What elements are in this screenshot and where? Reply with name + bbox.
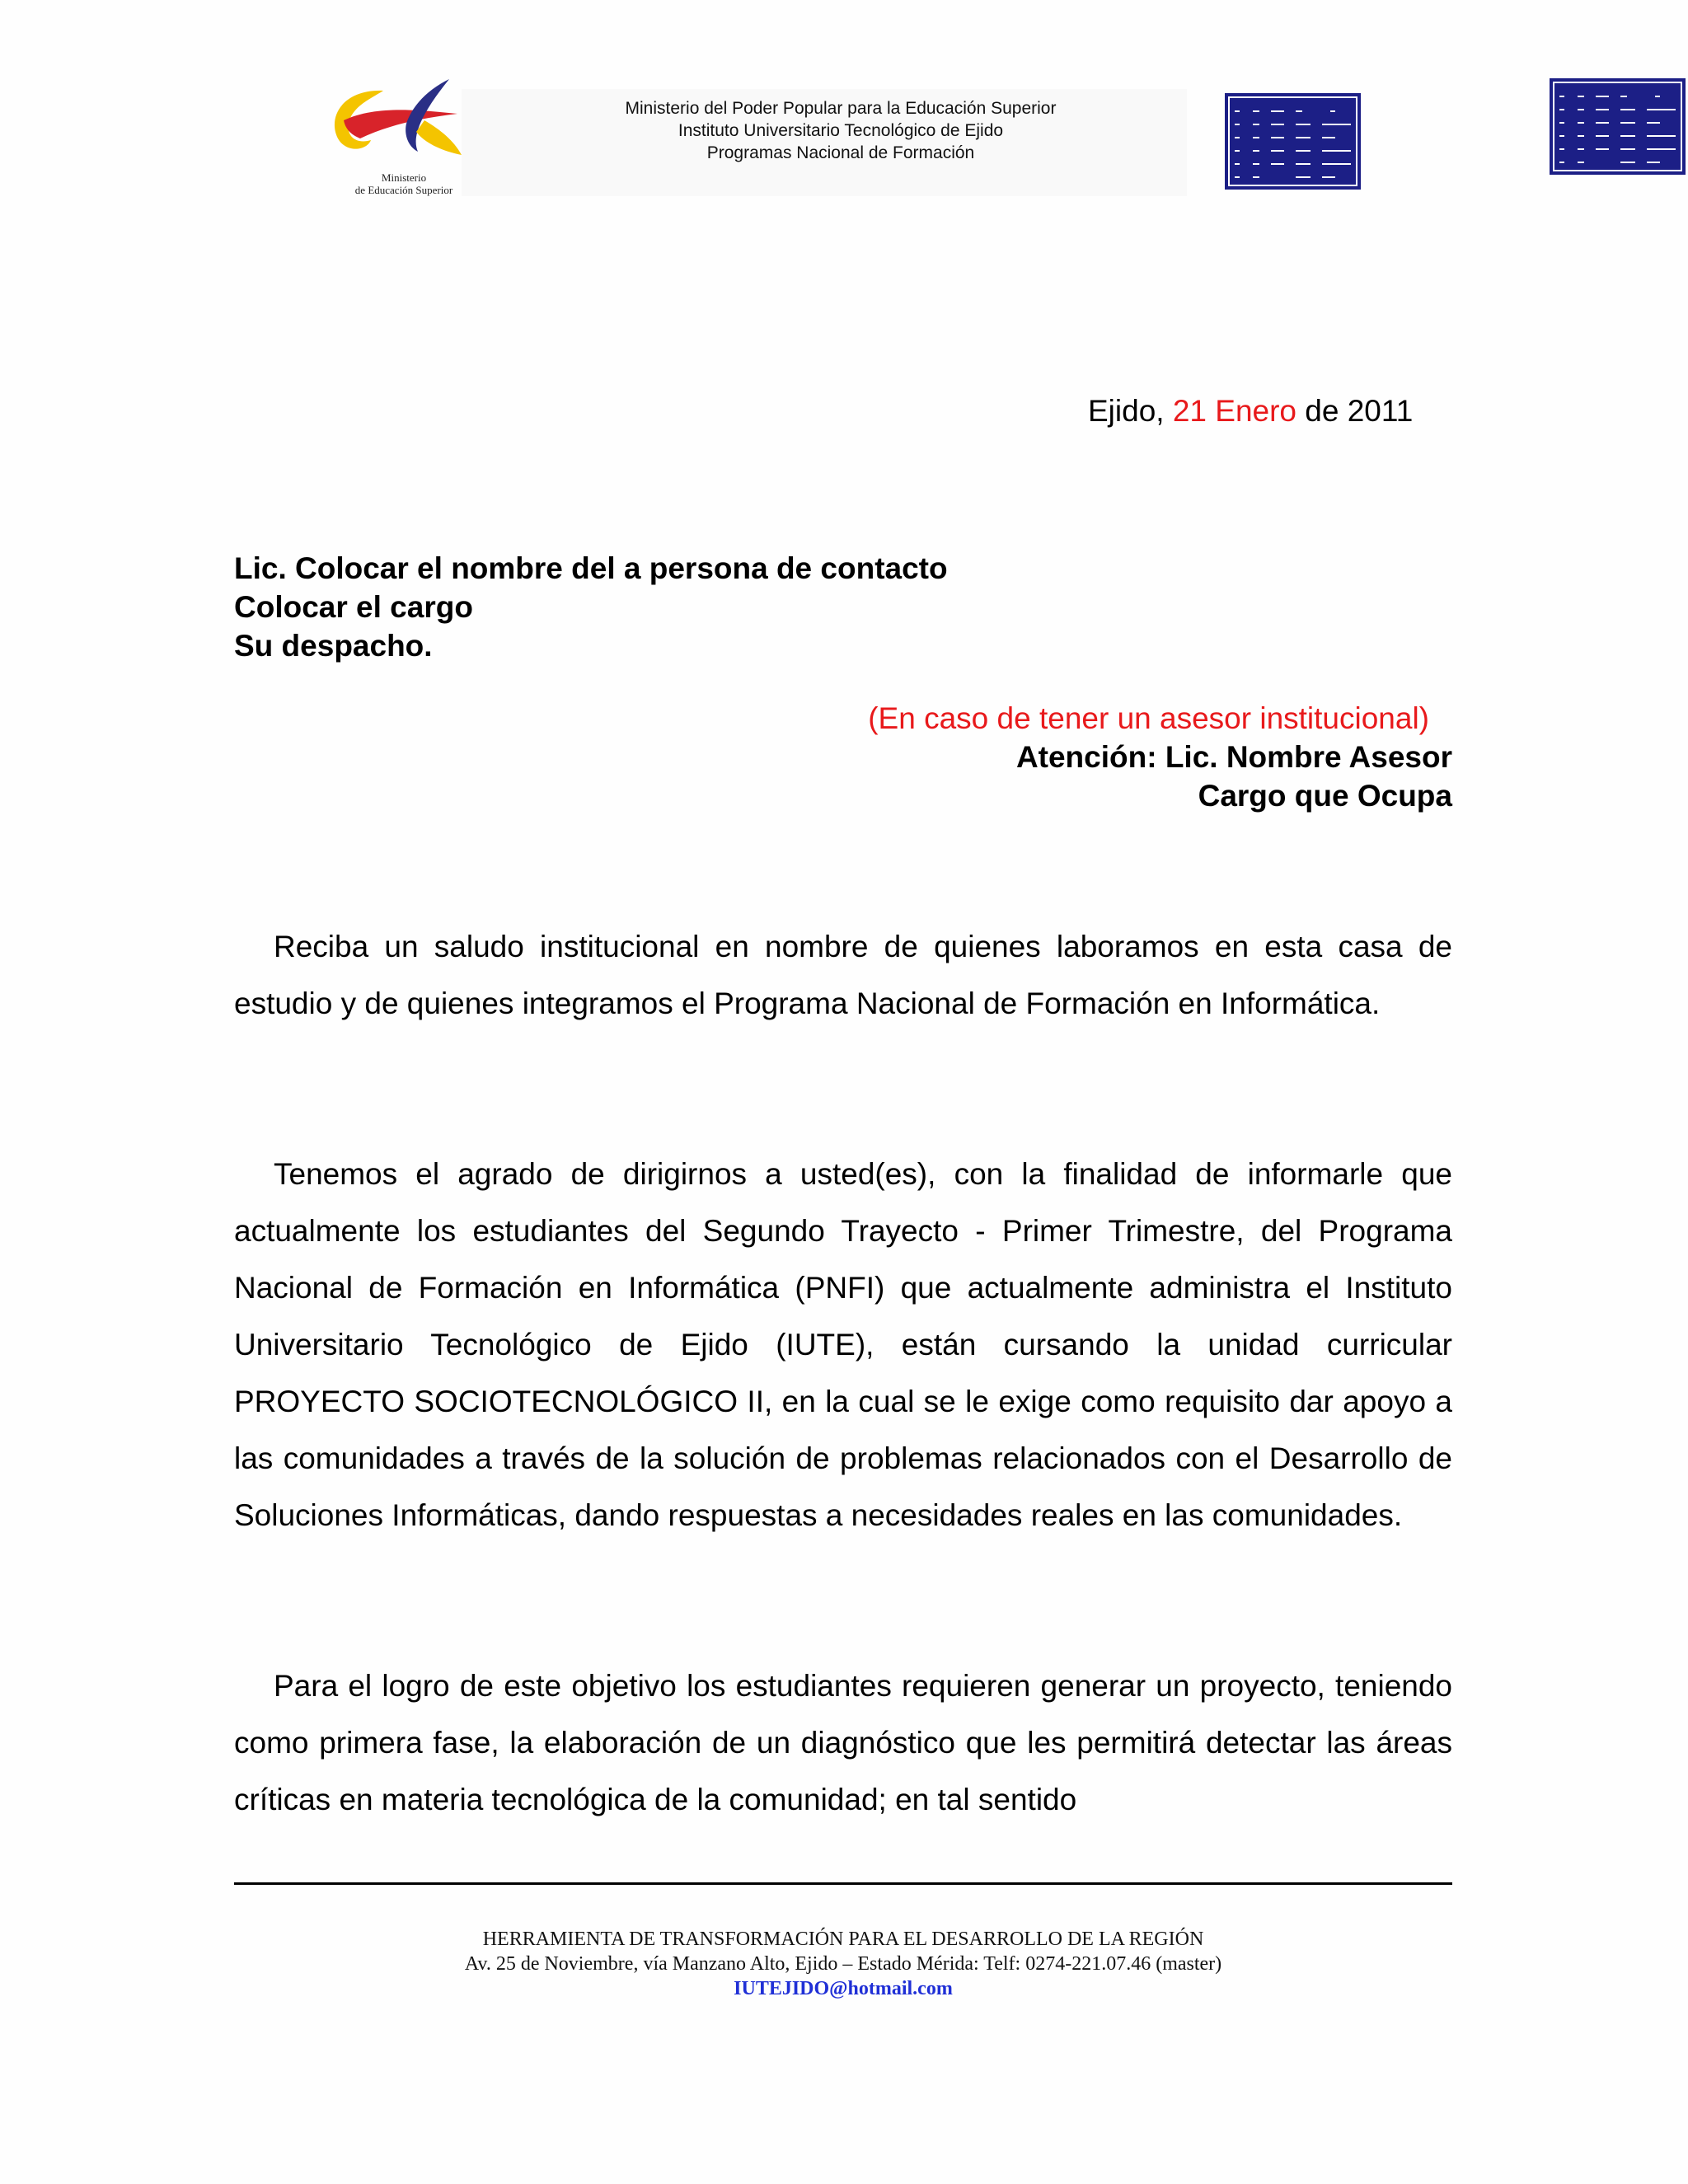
header-line-ministry: Ministerio del Poder Popular para la Educación Superior: [625, 99, 1057, 118]
letter-date: Ejido, 21 Enero de 2011: [1088, 394, 1414, 428]
footer-address: Av. 25 de Noviembre, vía Manzano Alto, Ejido – Estado Mérida: Telf: 0274-221.07.46 (master): [464, 1953, 1222, 1975]
header-line-institute: Instituto Universitario Tecnológico de Ejido: [678, 121, 1004, 140]
recipient-position: Colocar el cargo: [234, 590, 473, 624]
header-institution-text: [577, 97, 1104, 164]
advisor-position: Cargo que Ocupa: [1198, 779, 1452, 813]
date-highlight: 21 Enero: [1172, 394, 1297, 428]
advisor-attention: Atención: Lic. Nombre Asesor: [1015, 740, 1452, 774]
body-paragraph-objective: Para el logro de este objetivo los estudiantes requieren generar un proyecto, teniendo como primera fase, la elaboración de un diagnóstico que les permitirá detectar las áreas críticas en materia tecnológica de la comunidad; en tal sentido: [234, 1669, 1452, 1816]
iute-logo-secondary: [1550, 78, 1686, 175]
iute-logo-icon: [1550, 78, 1686, 175]
advisor-block: [868, 699, 1452, 815]
footer-motto: HERRAMIENTA DE TRANSFORMACIÓN PARA EL DESARROLLO DE LA REGIÓN: [482, 1929, 1204, 1950]
recipient-block: [234, 549, 948, 665]
iute-logo: [1225, 93, 1361, 190]
iute-logo-icon: [1225, 93, 1361, 190]
header-line-program: Programas Nacional de Formación: [706, 143, 975, 162]
body-paragraph-greeting: Reciba un saludo institucional en nombre de quienes laboramos en esta casa de estudio y de quienes integramos el Programa Nacional de Formación en Informática.: [234, 930, 1452, 1020]
ministry-logo: [326, 73, 490, 200]
footer-divider: [234, 1882, 1452, 1885]
advisor-note: (En caso de tener un asesor institucional): [868, 701, 1429, 735]
recipient-office: Su despacho.: [234, 629, 433, 663]
ministry-emblem-icon: [326, 73, 490, 171]
recipient-name: Lic. Colocar el nombre del a persona de contacto: [234, 551, 948, 585]
ministry-logo-caption: Ministerio de Educación Superior: [354, 171, 453, 196]
footer: [234, 1927, 1452, 2001]
footer-email-link[interactable]: IUTEJIDO@hotmail.com: [734, 1978, 953, 1999]
body-paragraph-purpose: Tenemos el agrado de dirigirnos a usted(es), con la finalidad de informarle que actualmente los estudiantes del Segundo Trayecto - Primer Trimestre, del Programa Nacional de Formación en Informática (PNFI) que actualmente administra el Instituto Universitario Tecnológico de Ejido (IUTE), están cursando la unidad curricular PROYECTO SOCIOTECNOLÓGICO II, en la cual se le exige como requisito dar apoyo a las comunidades a través de la solución de problemas relacionados con el Desarrollo de Soluciones Informáticas, dando respuestas a necesidades reales en las comunidades.: [234, 1157, 1452, 1532]
